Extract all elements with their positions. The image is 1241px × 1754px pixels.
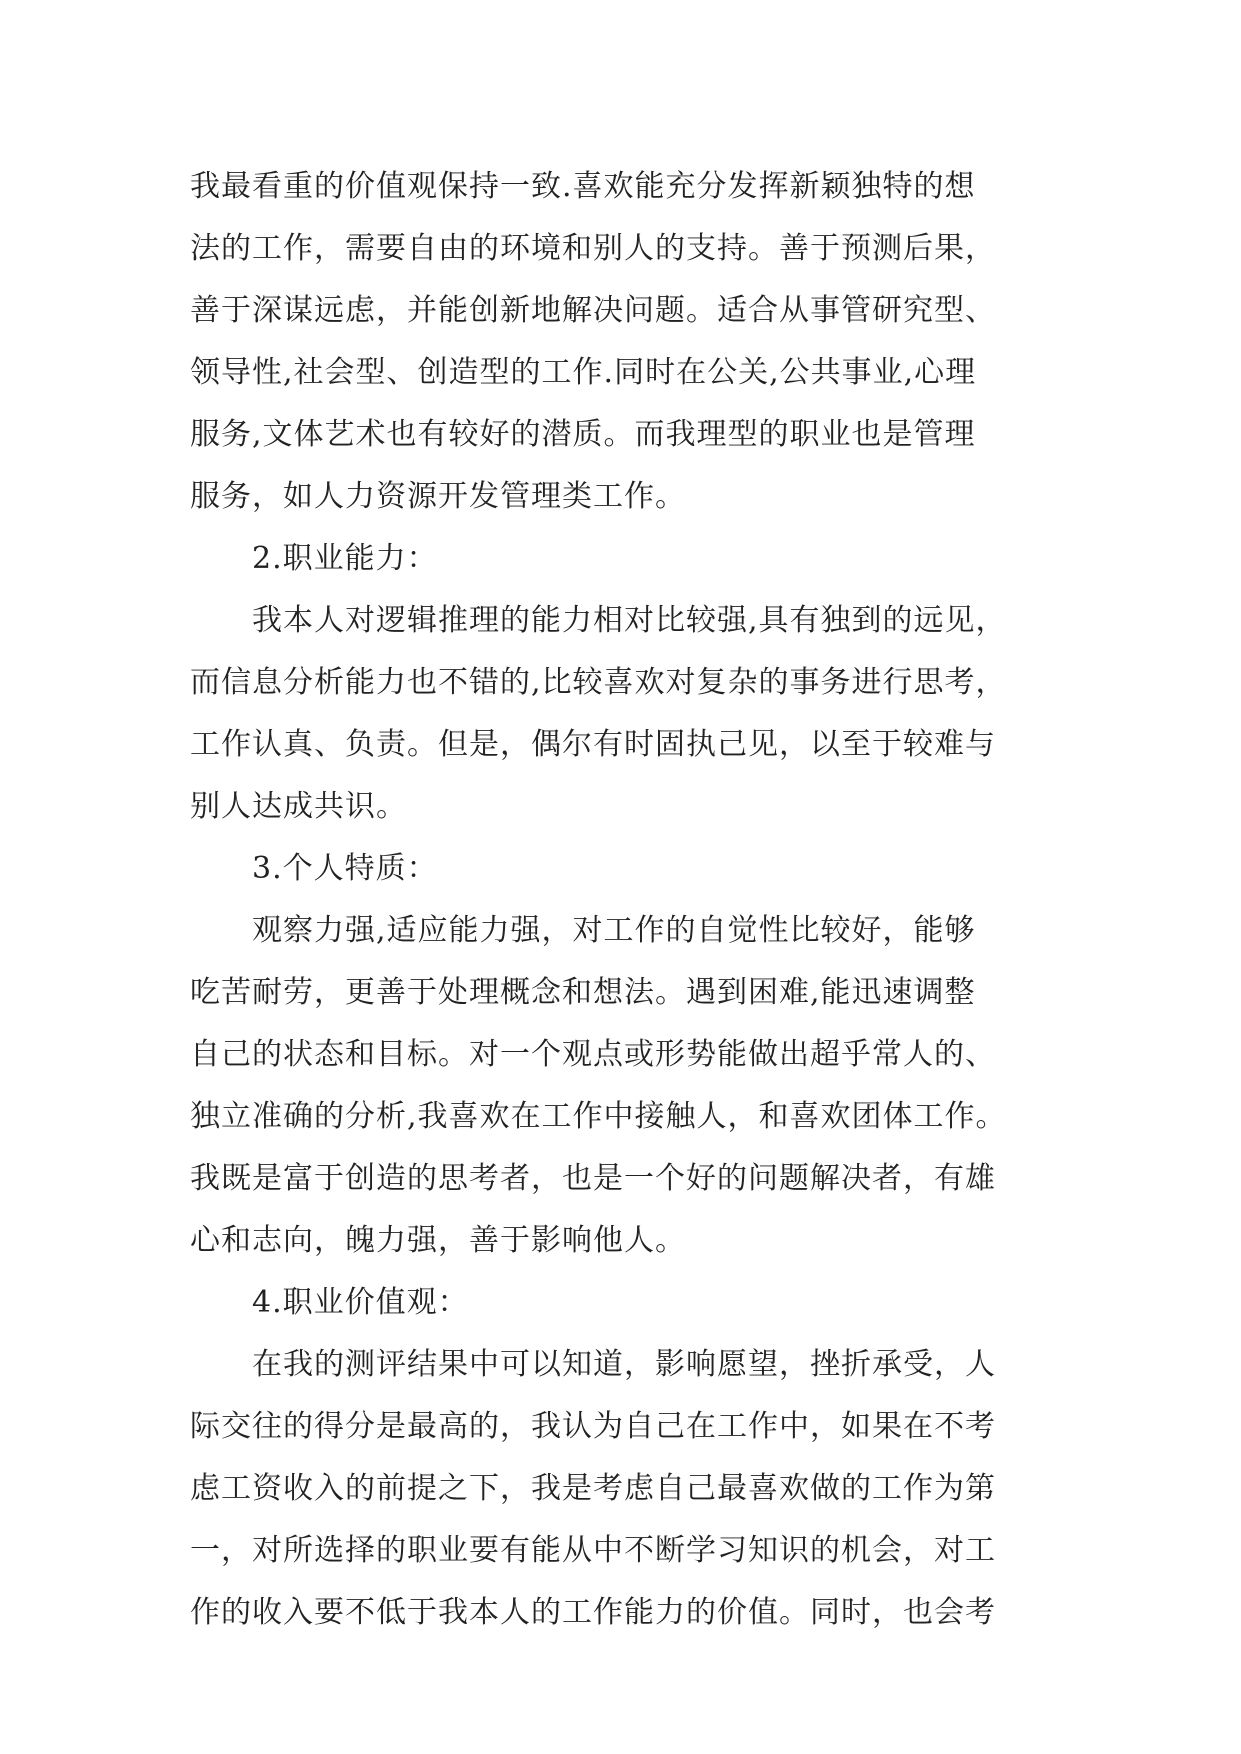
paragraph-line: 工作认真、负责。但是，偶尔有时固执己见，以至于较难与 [190, 727, 996, 762]
paragraph-line: 我既是富于创造的思考者，也是一个好的问题解决者，有雄 [190, 1161, 996, 1196]
paragraph-line: 别人达成共识。 [190, 789, 407, 824]
paragraph-line: 服务,文体艺术也有较好的潜质。而我理型的职业也是管理 [190, 417, 976, 452]
paragraph-line: 独立准确的分析,我喜欢在工作中接触人，和喜欢团体工作。 [190, 1099, 1007, 1134]
document-body [190, 156, 1070, 1644]
paragraph-line: 吃苦耐劳，更善于处理概念和想法。遇到困难,能迅速调整 [190, 975, 976, 1010]
paragraph-line: 作的收入要不低于我本人的工作能力的价值。同时，也会考 [190, 1595, 996, 1630]
paragraph-line: 虑工资收入的前提之下，我是考虑自己最喜欢做的工作为第 [190, 1471, 996, 1506]
paragraph-line: 善于深谋远虑，并能创新地解决问题。适合从事管研究型、 [190, 293, 996, 328]
section-heading-personal-traits: 3.个人特质： [252, 851, 438, 886]
paragraph-line: 而信息分析能力也不错的,比较喜欢对复杂的事务进行思考， [190, 665, 1007, 700]
paragraph-line: 一，对所选择的职业要有能从中不断学习知识的机会，对工 [190, 1533, 996, 1568]
paragraph-line: 心和志向，魄力强，善于影响他人。 [190, 1223, 686, 1258]
paragraph-line: 际交往的得分是最高的，我认为自己在工作中，如果在不考 [190, 1409, 996, 1444]
paragraph-line: 我本人对逻辑推理的能力相对比较强,具有独到的远见， [252, 603, 1007, 638]
paragraph-line: 领导性,社会型、创造型的工作.同时在公关,公共事业,心理 [190, 355, 977, 390]
section-heading-career-values: 4.职业价值观： [252, 1285, 469, 1320]
paragraph-line: 在我的测评结果中可以知道，影响愿望，挫折承受，人 [252, 1347, 996, 1382]
section-heading-career-ability: 2.职业能力： [252, 541, 438, 576]
paragraph-line: 法的工作，需要自由的环境和别人的支持。善于预测后果， [190, 231, 996, 266]
paragraph-line: 自己的状态和目标。对一个观点或形势能做出超乎常人的、 [190, 1037, 996, 1072]
paragraph-line: 服务，如人力资源开发管理类工作。 [190, 479, 686, 514]
paragraph-line: 观察力强,适应能力强，对工作的自觉性比较好，能够 [252, 913, 976, 948]
paragraph-line: 我最看重的价值观保持一致.喜欢能充分发挥新颖独特的想 [190, 169, 976, 204]
